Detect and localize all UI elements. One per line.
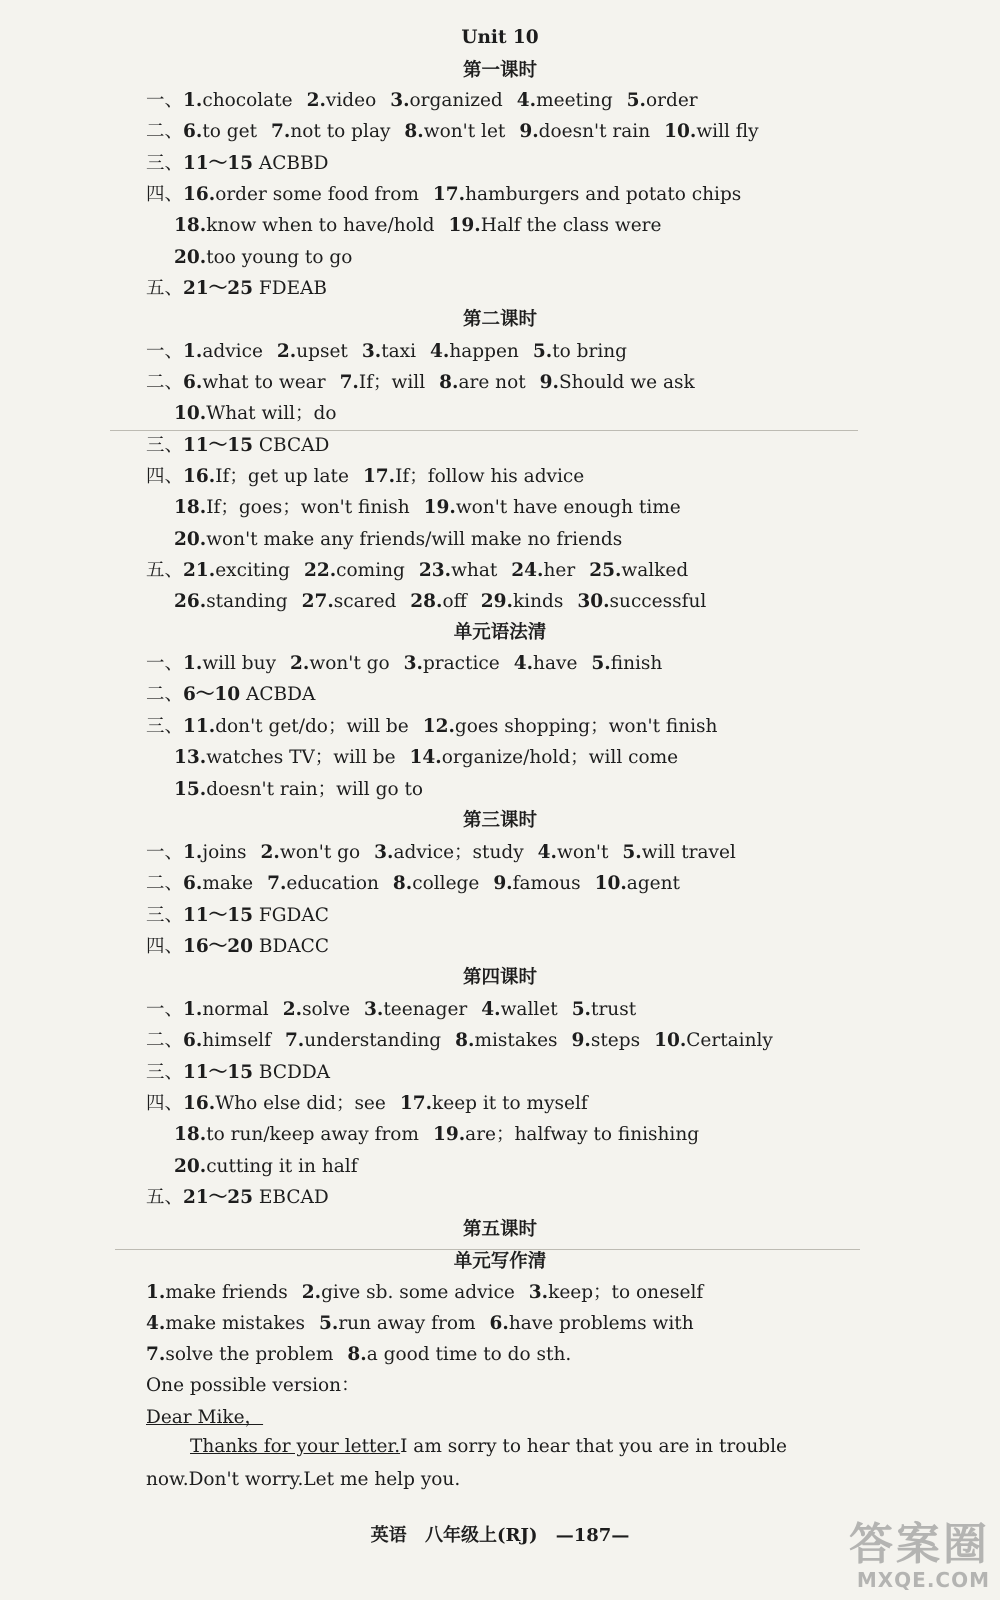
answer-text: What will；do: [206, 403, 337, 424]
question-number: 27.: [301, 591, 334, 612]
answer-line: [146, 1343, 571, 1367]
question-group-label: 一、: [146, 999, 184, 1020]
question-number: 3.: [364, 999, 384, 1020]
question-number: 26.: [174, 591, 207, 612]
question-group-label: 三、: [146, 153, 184, 174]
answer-line: [146, 434, 329, 458]
essay-body-underlined: Thanks for your letter.: [190, 1436, 401, 1457]
question-number: 10.: [664, 121, 697, 142]
answer-line: [146, 465, 584, 489]
question-number: 19.: [448, 215, 481, 236]
answer-text: will travel: [641, 842, 736, 863]
answer-text: successful: [609, 591, 707, 612]
question-number: 4.: [430, 341, 450, 362]
answer-text: order some food from: [215, 184, 419, 205]
question-number: 2.: [290, 653, 310, 674]
answer-text: himself: [202, 1030, 271, 1051]
answer-line: [146, 1092, 588, 1116]
answer-text: normal: [202, 999, 269, 1020]
answer-text: education: [286, 873, 379, 894]
question-number: 9.: [493, 873, 513, 894]
question-group-label: 二、: [146, 684, 184, 705]
answer-text: to run/keep away from: [206, 1124, 419, 1145]
answer-text: FGDAC: [253, 905, 329, 926]
answer-text: not to play: [290, 121, 391, 142]
answer-text: finish: [610, 653, 663, 674]
question-group-label: 二、: [146, 1030, 184, 1051]
question-number: 9.: [519, 121, 539, 142]
question-number: 8.: [404, 121, 424, 142]
question-number: 7.: [339, 372, 359, 393]
question-number: 12.: [422, 716, 455, 737]
answer-line: [146, 841, 736, 865]
question-number: 20.: [174, 529, 207, 550]
answer-text: won't have enough time: [455, 497, 681, 518]
answer-text: are；halfway to finishing: [465, 1124, 700, 1145]
answer-text: understanding: [304, 1030, 442, 1051]
question-number: 3.: [528, 1282, 549, 1303]
answer-line: [146, 935, 329, 959]
question-group-label: 三、: [146, 905, 184, 926]
question-number: 10.: [174, 403, 207, 424]
footer-subject: 英语: [370, 1525, 407, 1546]
answer-text: give sb. some advice: [321, 1282, 515, 1303]
question-group-label: 二、: [146, 121, 184, 142]
answer-line: [146, 683, 315, 707]
answer-text: organized: [409, 90, 503, 111]
question-number: 1.: [183, 90, 203, 111]
answer-text: a good time to do sth.: [366, 1344, 572, 1365]
answer-text: doesn't rain；will go to: [206, 779, 424, 800]
footer-page-number: —187—: [555, 1525, 630, 1546]
question-number: 3.: [390, 90, 410, 111]
question-number: 24.: [511, 560, 544, 581]
answer-line: [174, 778, 423, 802]
question-number: 13.: [174, 747, 207, 768]
essay-salutation: Dear Mike，: [146, 1407, 264, 1428]
answer-text: watches TV；will be: [206, 747, 396, 768]
question-number: 5.: [319, 1313, 339, 1334]
answer-text: chocolate: [202, 90, 293, 111]
question-number: 6.: [183, 121, 203, 142]
answer-text: FDEAB: [253, 278, 328, 299]
scan-line: [115, 1249, 860, 1250]
question-number: 3.: [403, 653, 423, 674]
question-number: 6.: [489, 1313, 509, 1334]
answer-text: make: [202, 873, 254, 894]
answer-text: advice: [202, 341, 263, 362]
answer-text: Half the class were: [480, 215, 662, 236]
answer-line: [146, 1186, 329, 1210]
answer-text: solve: [302, 999, 351, 1020]
question-group-label: 二、: [146, 873, 184, 894]
answer-text: standing: [206, 591, 288, 612]
answer-line: [146, 371, 695, 395]
question-number: 7.: [146, 1344, 166, 1365]
answer-text: Who else did；see: [215, 1093, 386, 1114]
answer-text: keep；to oneself: [548, 1282, 704, 1303]
question-number: 4.: [481, 999, 501, 1020]
answer-text: won't go: [279, 842, 361, 863]
answer-text: to bring: [552, 341, 628, 362]
answer-line: [174, 1155, 358, 1179]
watermark-logo: 答案圈: [849, 1519, 990, 1570]
answer-line: [146, 183, 741, 207]
answer-text: have: [533, 653, 578, 674]
answer-text: make friends: [165, 1282, 288, 1303]
answer-text: BDACC: [253, 936, 329, 957]
answer-line: [146, 652, 662, 676]
question-number: 9.: [539, 372, 559, 393]
question-group-label: 五、: [146, 278, 184, 299]
watermark: [849, 1519, 990, 1592]
answer-text: goes shopping；won't finish: [454, 716, 718, 737]
answer-line: [146, 1312, 694, 1336]
answer-line: [146, 998, 636, 1022]
question-group-label: 二、: [146, 372, 184, 393]
question-number: 7.: [284, 1030, 305, 1051]
answer-line: [146, 559, 688, 583]
answer-text: mistakes: [474, 1030, 558, 1051]
answer-line: [174, 496, 681, 520]
question-number: 1.: [183, 341, 203, 362]
answer-line: [146, 904, 329, 928]
answer-text: won't: [557, 842, 609, 863]
answer-text: Should we ask: [559, 372, 695, 393]
question-group-label: 五、: [146, 1187, 184, 1208]
question-number: 29.: [480, 591, 513, 612]
answer-text: joins: [202, 842, 247, 863]
question-group-label: 五、: [146, 560, 184, 581]
answer-text: ACBBD: [253, 153, 329, 174]
answer-text: solve the problem: [165, 1344, 334, 1365]
answer-text: steps: [590, 1030, 641, 1051]
question-group-label: 一、: [146, 341, 184, 362]
answer-line: [174, 590, 706, 614]
question-number: 21～25: [183, 278, 254, 299]
question-number: 1.: [183, 653, 203, 674]
question-group-label: 一、: [146, 842, 184, 863]
question-number: 7.: [267, 873, 287, 894]
answer-line: [146, 120, 759, 144]
question-number: 8.: [439, 372, 459, 393]
answer-line: [174, 1123, 699, 1147]
question-group-label: 四、: [146, 466, 184, 487]
section-heading-lesson-3: 第三课时: [462, 810, 537, 831]
question-group-label: 一、: [146, 653, 184, 674]
question-number: 11～15: [183, 435, 254, 456]
question-group-label: 一、: [146, 90, 184, 111]
answer-text: know when to have/hold: [206, 215, 435, 236]
answer-text: walked: [621, 560, 689, 581]
answer-line: [174, 528, 622, 552]
question-number: 19.: [423, 497, 456, 518]
question-number: 5.: [622, 842, 642, 863]
answer-line: [174, 746, 678, 770]
question-number: 8.: [392, 873, 413, 894]
question-number: 5.: [626, 90, 646, 111]
answer-text: meeting: [536, 90, 613, 111]
section-heading-grammar: 单元语法清: [453, 622, 547, 643]
question-group-label: 四、: [146, 184, 184, 205]
question-number: 18.: [174, 497, 207, 518]
question-number: 11～15: [183, 1062, 254, 1083]
question-number: 3.: [361, 341, 382, 362]
answer-text: CBCAD: [253, 435, 330, 456]
question-number: 25.: [589, 560, 622, 581]
answer-line: [146, 1029, 773, 1053]
question-number: 11.: [183, 716, 216, 737]
answer-text: cutting it in half: [206, 1156, 358, 1177]
question-group-label: 四、: [146, 936, 184, 957]
question-number: 16.: [183, 466, 216, 487]
answer-text: what: [451, 560, 498, 581]
answer-text: too young to go: [206, 247, 353, 268]
question-number: 17.: [432, 184, 466, 205]
watermark-url: MXQE.COM: [856, 1568, 990, 1592]
question-number: 5.: [571, 999, 592, 1020]
unit-title: Unit 10: [461, 27, 539, 48]
question-number: 21～25: [183, 1187, 254, 1208]
answer-text: trust: [591, 999, 637, 1020]
answer-text: will fly: [696, 121, 759, 142]
essay-body-line-2: now.Don't worry.Let me help you.: [146, 1469, 461, 1490]
answer-text: famous: [512, 873, 581, 894]
answer-text: hamburgers and potato chips: [465, 184, 742, 205]
answer-line: [174, 214, 661, 238]
question-group-label: 四、: [146, 1093, 184, 1114]
question-number: 8.: [347, 1344, 367, 1365]
answer-line: [146, 715, 717, 739]
answer-text: taxi: [381, 341, 417, 362]
question-number: 22.: [303, 560, 337, 581]
answer-text: upset: [296, 341, 348, 362]
question-number: 2.: [306, 90, 326, 111]
question-number: 2.: [276, 341, 297, 362]
answer-text: BCDDA: [253, 1062, 331, 1083]
question-number: 2.: [301, 1282, 322, 1303]
question-number: 18.: [174, 1124, 207, 1145]
answer-text: order: [646, 90, 698, 111]
answer-line: [146, 1281, 703, 1305]
answer-text: won't go: [309, 653, 390, 674]
answer-line: [174, 246, 352, 270]
section-heading-lesson-5: 第五课时: [462, 1219, 537, 1240]
answer-text: video: [325, 90, 377, 111]
question-number: 10.: [654, 1030, 687, 1051]
question-number: 5.: [532, 341, 553, 362]
question-number: 6.: [183, 1030, 203, 1051]
question-number: 15.: [174, 779, 207, 800]
section-heading-lesson-4: 第四课时: [462, 967, 537, 988]
question-number: 17.: [399, 1093, 433, 1114]
question-number: 20.: [174, 247, 207, 268]
answer-line: [146, 340, 627, 364]
essay-body-line-1: [190, 1435, 787, 1459]
question-number: 7.: [271, 121, 291, 142]
question-number: 28.: [410, 591, 443, 612]
answer-line: [146, 277, 327, 301]
question-number: 2.: [282, 999, 303, 1020]
question-group-label: 三、: [146, 1062, 184, 1083]
answer-text: wallet: [500, 999, 558, 1020]
answer-line: [146, 872, 680, 896]
answer-text: what to wear: [202, 372, 326, 393]
answer-text: college: [412, 873, 480, 894]
question-number: 1.: [183, 999, 203, 1020]
question-number: 5.: [591, 653, 611, 674]
answer-text: make mistakes: [165, 1313, 306, 1334]
answer-line: [146, 89, 698, 113]
question-number: 6～10: [183, 684, 241, 705]
question-number: 4.: [537, 842, 557, 863]
question-number: 8.: [455, 1030, 475, 1051]
footer-grade: 八年级上(RJ): [424, 1525, 538, 1546]
answer-text: practice: [422, 653, 500, 674]
essay-intro: One possible version：: [146, 1375, 360, 1396]
question-number: 21.: [183, 560, 216, 581]
answer-text: off: [442, 591, 467, 612]
question-number: 23.: [418, 560, 452, 581]
question-number: 1.: [183, 842, 203, 863]
answer-text: agent: [626, 873, 680, 894]
question-number: 4.: [516, 90, 537, 111]
answer-text: won't make any friends/will make no friends: [206, 529, 623, 550]
question-number: 19.: [432, 1124, 466, 1145]
answer-text: EBCAD: [253, 1187, 329, 1208]
question-number: 6.: [183, 372, 203, 393]
answer-text: scared: [333, 591, 397, 612]
answer-text: happen: [449, 341, 519, 362]
question-group-label: 三、: [146, 435, 184, 456]
answer-text: to get: [202, 121, 258, 142]
answer-text: If；follow his advice: [395, 466, 585, 487]
question-number: 4.: [146, 1313, 166, 1334]
essay-body-rest: I am sorry to hear that you are in trouble: [400, 1436, 788, 1457]
question-number: 10.: [594, 873, 627, 894]
answer-text: run away from: [338, 1313, 476, 1334]
question-number: 4.: [513, 653, 534, 674]
answer-text: ACBDA: [240, 684, 316, 705]
answer-text: coming: [336, 560, 405, 581]
answer-text: will buy: [202, 653, 277, 674]
answer-text: are not: [458, 372, 526, 393]
question-number: 17.: [362, 466, 396, 487]
answer-text: If；get up late: [215, 466, 349, 487]
question-number: 11～15: [183, 905, 254, 926]
question-number: 18.: [174, 215, 207, 236]
question-group-label: 三、: [146, 716, 184, 737]
question-number: 14.: [409, 747, 442, 768]
answer-text: teenager: [383, 999, 468, 1020]
question-number: 30.: [577, 591, 610, 612]
section-heading-lesson-1: 第一课时: [462, 60, 537, 81]
scan-line: [110, 430, 858, 431]
question-number: 3.: [374, 842, 394, 863]
answer-line: [146, 152, 328, 176]
answer-text: keep it to myself: [432, 1093, 588, 1114]
answer-text: her: [543, 560, 576, 581]
answer-text: kinds: [512, 591, 564, 612]
answer-text: won't let: [423, 121, 506, 142]
answer-text: don't get/do；will be: [215, 716, 409, 737]
section-heading-writing: 单元写作清: [453, 1251, 547, 1272]
answer-line: [174, 402, 337, 426]
question-number: 2.: [260, 842, 280, 863]
question-number: 20.: [174, 1156, 207, 1177]
answer-text: If；will: [358, 372, 426, 393]
question-number: 6.: [183, 873, 203, 894]
answer-text: organize/hold；will come: [441, 747, 679, 768]
answer-text: If；goes；won't finish: [206, 497, 410, 518]
section-heading-lesson-2: 第二课时: [462, 309, 537, 330]
answer-text: Certainly: [686, 1030, 773, 1051]
question-number: 16～20: [183, 936, 254, 957]
answer-text: exciting: [215, 560, 290, 581]
answer-text: advice；study: [393, 842, 524, 863]
answer-text: have problems with: [508, 1313, 694, 1334]
question-number: 16.: [183, 184, 216, 205]
answer-text: doesn't rain: [538, 121, 651, 142]
answer-line: [146, 1061, 330, 1085]
question-number: 11～15: [183, 153, 254, 174]
question-number: 1.: [146, 1282, 166, 1303]
question-number: 9.: [571, 1030, 591, 1051]
question-number: 16.: [183, 1093, 216, 1114]
